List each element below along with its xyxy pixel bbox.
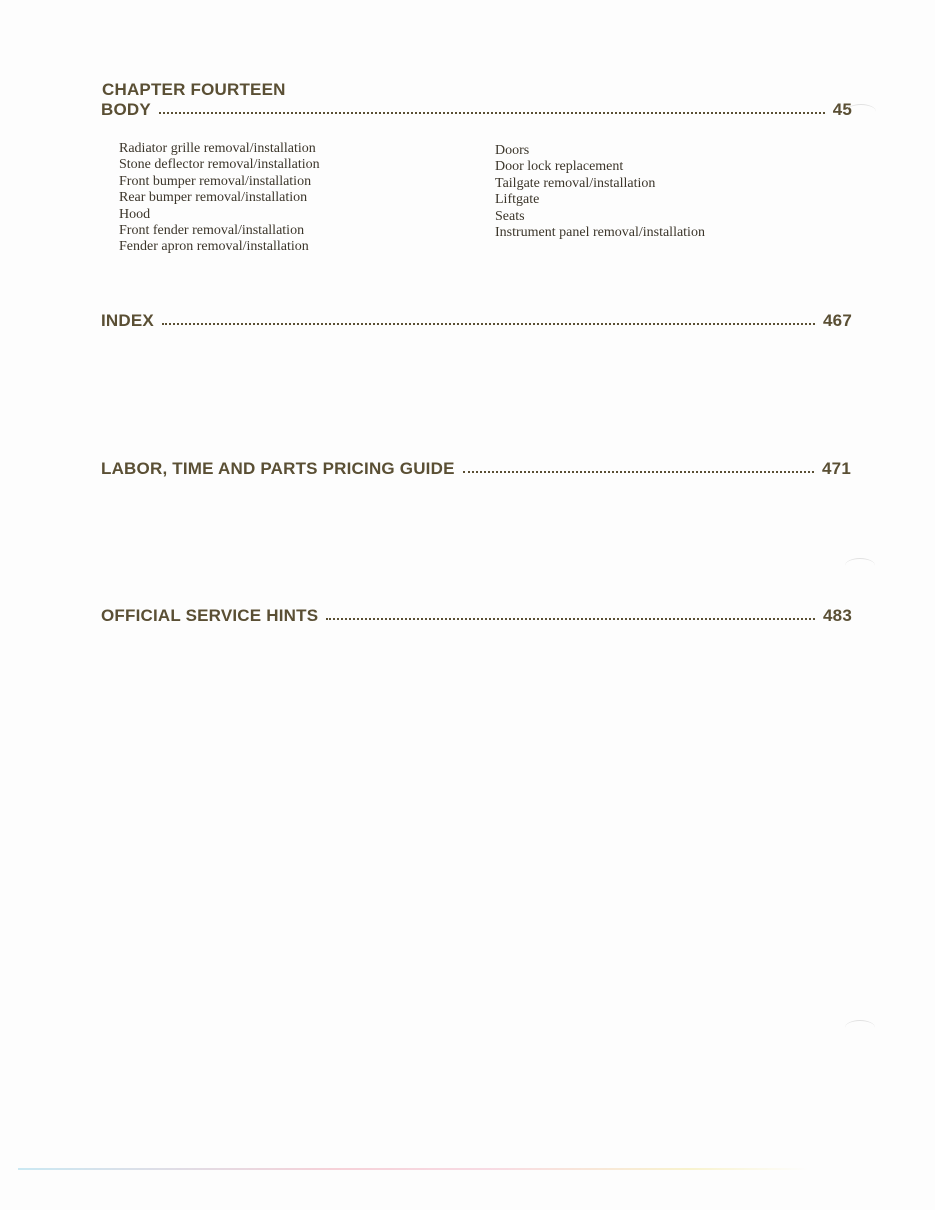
toc-entry-index[interactable] — [101, 311, 852, 331]
toc-page-number: 483 — [823, 606, 852, 625]
list-item: Hood — [119, 206, 151, 222]
list-item: Liftgate — [495, 192, 540, 208]
toc-entry-labor-guide[interactable] — [101, 459, 851, 479]
list-item: Rear bumper removal/installation — [119, 190, 308, 206]
toc-entry-service-hints[interactable] — [101, 606, 852, 626]
dot-leader — [326, 616, 815, 620]
toc-entry-title: BODY — [101, 100, 151, 119]
chapter-label: CHAPTER FOURTEEN — [102, 80, 286, 99]
toc-page-number: 471 — [822, 459, 851, 478]
list-item: Front fender removal/installation — [119, 223, 305, 239]
toc-entry-title: INDEX — [101, 311, 154, 330]
scan-edge-line — [18, 1168, 808, 1170]
list-item: Fender apron removal/installation — [119, 239, 309, 255]
list-item: Stone deflector removal/installation — [119, 157, 320, 173]
list-item: Doors — [495, 143, 530, 158]
toc-page-number: 45 — [832, 100, 852, 119]
toc-page-number: 467 — [823, 311, 852, 330]
dot-leader — [463, 469, 814, 473]
punch-hole-mark — [846, 104, 876, 119]
list-item: Front bumper removal/installation — [119, 173, 312, 189]
toc-entry-title: LABOR, TIME AND PARTS PRICING GUIDE — [101, 459, 455, 478]
punch-hole-mark — [845, 1020, 875, 1035]
dot-leader — [162, 321, 815, 325]
list-item: Radiator grille removal/installation — [119, 141, 316, 156]
list-item: Seats — [495, 208, 525, 224]
list-item: Tailgate removal/installation — [495, 175, 656, 191]
dot-leader — [159, 110, 825, 114]
toc-entry-body[interactable] — [101, 100, 852, 120]
toc-entry-title: OFFICIAL SERVICE HINTS — [101, 606, 319, 625]
list-item: Door lock replacement — [495, 159, 624, 175]
body-topics-left — [119, 141, 320, 256]
body-topics-right — [495, 143, 705, 241]
punch-hole-mark — [845, 558, 875, 573]
list-item: Instrument panel removal/installation — [495, 225, 705, 241]
